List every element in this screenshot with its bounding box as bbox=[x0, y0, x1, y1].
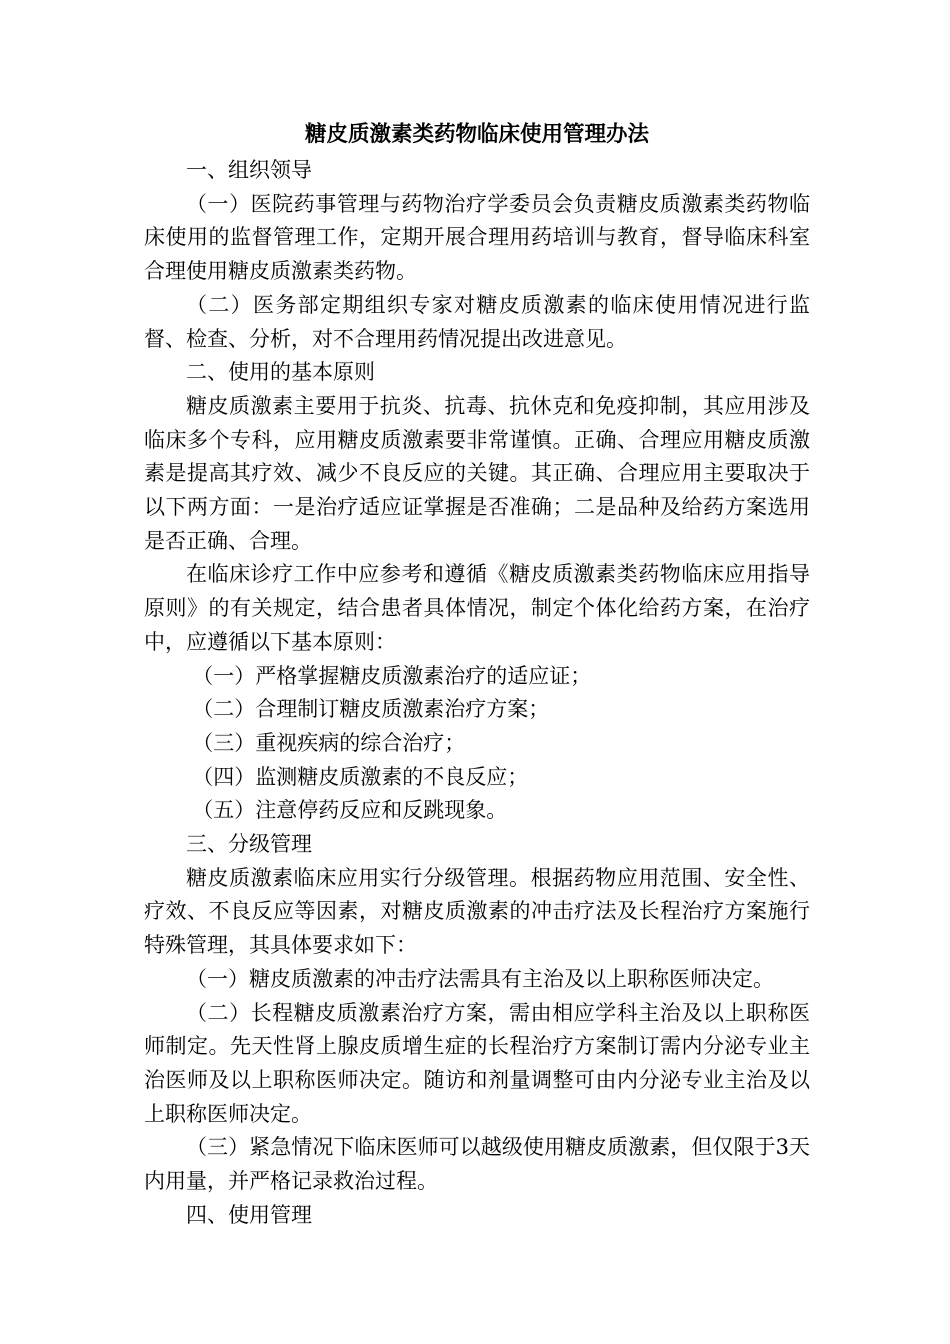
paragraph: （三）紧急情况下临床医师可以越级使用糖皮质激素，但仅限于3天内用量，并严格记录救治过程。 bbox=[144, 1135, 810, 1194]
section-heading: 一、组织领导 bbox=[186, 158, 312, 182]
list-item: （一）严格掌握糖皮质激素治疗的适应证； bbox=[192, 663, 592, 688]
document-title: 糖皮质激素类药物临床使用管理办法 bbox=[304, 122, 649, 147]
section-heading: 四、使用管理 bbox=[186, 1202, 312, 1227]
list-item: （五）注意停药反应和反跳现象。 bbox=[192, 798, 508, 823]
paragraph: 糖皮质激素临床应用实行分级管理。根据药物应用范围、安全性、疗效、不良反应等因素，对糖皮质激素的冲击疗法及长程治疗方案施行特殊管理，其具体要求如下： bbox=[144, 865, 810, 958]
list-item: （三）重视疾病的综合治疗； bbox=[192, 730, 466, 755]
paragraph: 糖皮质激素主要用于抗炎、抗毒、抗休克和免疫抑制，其应用涉及临床多个专科，应用糖皮质激素要非常谨慎。正确、合理应用糖皮质激素是提高其疗效、减少不良反应的关键。其正确、合理应用主要取决于以下两方面：一是治疗适应证掌握是否准确；二是品种及给药方案选用是否正确、合理。 bbox=[144, 393, 810, 553]
paragraph: 在临床诊疗工作中应参考和遵循《糖皮质激素类药物临床应用指导原则》的有关规定，结合患者具体情况，制定个体化给药方案，在治疗中，应遵循以下基本原则： bbox=[144, 562, 810, 654]
paragraph: （一）糖皮质激素的冲击疗法需具有主治及以上职称医师决定。 bbox=[186, 966, 774, 991]
section-heading: 二、使用的基本原则 bbox=[186, 360, 375, 385]
paragraph: （一）医院药事管理与药物治疗学委员会负责糖皮质激素类药物临床使用的监督管理工作，定期开展合理用药培训与教育，督导临床科室合理使用糖皮质激素类药物。 bbox=[144, 191, 810, 284]
paragraph: （二）长程糖皮质激素治疗方案，需由相应学科主治及以上职称医师制定。先天性肾上腺皮质增生症的长程治疗方案制订需内分泌专业主治医师及以上职称医师决定。随访和剂量调整可由内分泌专业主治及以上职称医师决定。 bbox=[144, 1000, 810, 1126]
list-item: （二）合理制订糖皮质激素治疗方案； bbox=[192, 697, 550, 722]
document-body bbox=[144, 154, 810, 1233]
paragraph: （二）医务部定期组织专家对糖皮质激素的临床使用情况进行监督、检查、分析，对不合理用药情况提出改进意见。 bbox=[144, 292, 810, 351]
list-item: （四）监测糖皮质激素的不良反应； bbox=[192, 764, 529, 789]
section-heading: 三、分级管理 bbox=[186, 832, 312, 857]
document-page bbox=[144, 116, 810, 1233]
